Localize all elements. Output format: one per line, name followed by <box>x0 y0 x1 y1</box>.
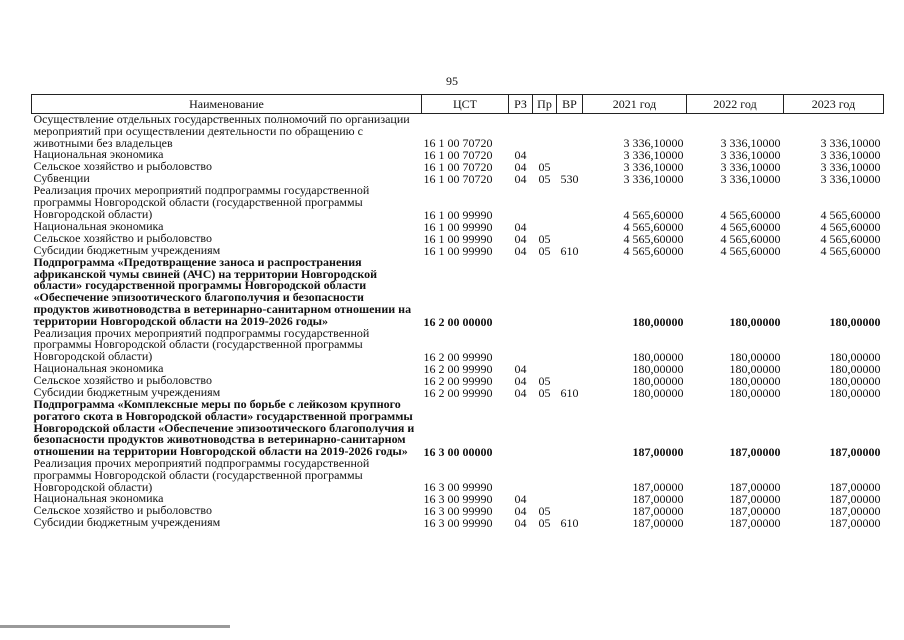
row-vr: 610 <box>560 243 579 258</box>
table-row <box>32 458 884 493</box>
row-rz: 04 <box>514 148 527 163</box>
row-value-2022: 187,00000 <box>729 504 781 519</box>
row-cst: 16 2 00 99990 <box>423 385 493 400</box>
row-vr <box>557 328 583 363</box>
row-value-2021: 3 336,10000 <box>623 160 684 175</box>
row-vr <box>557 185 583 220</box>
row-pr <box>533 185 557 220</box>
row-cst: 16 1 00 99990 <box>423 243 493 258</box>
row-vr <box>557 458 583 493</box>
row-name: Субсидии бюджетным учреждениям <box>33 384 221 399</box>
row-value-2022: 4 565,60000 <box>720 219 781 234</box>
row-rz <box>509 399 533 458</box>
row-value-2022: 3 336,10000 <box>720 136 781 151</box>
row-pr: 05 <box>538 243 551 258</box>
row-name: Реализация прочих мероприятий подпрограммы государственной программы Новгородской области (государственной программы Новгородской области) <box>33 183 370 221</box>
row-value-2023: 187,00000 <box>829 444 881 459</box>
row-cst: 16 1 00 70720 <box>423 160 493 175</box>
row-vr <box>557 233 583 245</box>
row-cst: 16 3 00 99990 <box>423 492 493 507</box>
row-rz: 04 <box>514 160 527 175</box>
row-rz <box>509 185 533 220</box>
row-value-2022: 180,00000 <box>729 361 781 376</box>
row-name: Сельское хозяйство и рыболовство <box>33 230 213 245</box>
row-name: Реализация прочих мероприятий подпрограммы государственной программы Новгородской области (государственной программы Новгородской области) <box>33 455 370 494</box>
row-pr: 05 <box>538 373 551 388</box>
row-name: Подпрограмма «Предотвращение заноса и распространения африканской чумы свиней (АЧС) на территории Новгородской области» государственной программы Новгородской области «Обеспечение эпизоотического благополучия и безопасности продуктов животноводства в ветеринарно-санитарном отношении на территории Новгородской области на 2019-2026 годы» <box>33 254 412 328</box>
header-pr: Пр <box>533 95 557 114</box>
row-vr: 530 <box>560 172 579 187</box>
header-2023: 2023 год <box>784 95 884 114</box>
row-vr <box>557 399 583 458</box>
row-rz: 04 <box>514 492 527 507</box>
row-rz: 04 <box>514 504 527 519</box>
table-row <box>32 114 884 150</box>
row-value-2022: 187,00000 <box>729 480 781 495</box>
row-rz: 04 <box>514 231 527 246</box>
row-cst: 16 2 00 99990 <box>423 373 493 388</box>
row-vr <box>557 493 583 505</box>
row-value-2023: 187,00000 <box>829 492 881 507</box>
row-value-2023: 180,00000 <box>829 373 881 388</box>
row-cst: 16 1 00 99990 <box>423 207 493 222</box>
row-value-2023: 3 336,10000 <box>820 136 881 151</box>
row-value-2022: 180,00000 <box>729 314 781 329</box>
row-pr <box>533 221 557 233</box>
row-cst: 16 1 00 70720 <box>423 172 493 187</box>
scan-edge-bar <box>0 625 230 628</box>
row-pr: 05 <box>538 172 551 187</box>
row-pr: 05 <box>538 231 551 246</box>
table-body <box>32 114 884 530</box>
row-rz: 04 <box>514 172 527 187</box>
row-vr <box>557 221 583 233</box>
row-cst: 16 3 00 99990 <box>423 480 493 495</box>
row-cst: 16 2 00 99990 <box>423 349 493 364</box>
row-value-2022: 4 565,60000 <box>720 207 781 222</box>
row-value-2023: 4 565,60000 <box>820 207 881 222</box>
row-value-2021: 4 565,60000 <box>623 243 684 258</box>
row-value-2021: 180,00000 <box>632 385 684 400</box>
row-rz <box>509 328 533 363</box>
row-cst: 16 2 00 00000 <box>423 314 493 329</box>
row-rz <box>509 114 533 150</box>
row-cst: 16 1 00 99990 <box>423 219 493 234</box>
row-value-2022: 4 565,60000 <box>720 243 781 258</box>
row-value-2023: 3 336,10000 <box>820 148 881 163</box>
row-value-2023: 187,00000 <box>829 504 881 519</box>
row-value-2021: 3 336,10000 <box>623 148 684 163</box>
row-name: Осуществление отдельных государственных полномочий по организации мероприятий при осуществлении деятельности по обращению с животными без владельцев <box>33 112 410 150</box>
row-name: Национальная экономика <box>33 147 164 162</box>
row-vr <box>557 257 583 328</box>
row-pr <box>533 458 557 493</box>
row-cst: 16 3 00 00000 <box>423 444 493 459</box>
row-value-2021: 180,00000 <box>632 373 684 388</box>
row-value-2022: 187,00000 <box>729 516 781 531</box>
row-pr <box>533 114 557 150</box>
row-rz: 04 <box>514 516 527 531</box>
row-value-2022: 180,00000 <box>729 385 781 400</box>
row-name: Подпрограмма «Комплексные меры по борьбе с лейкозом крупного рогатого скота в Новгородской области» государственной программы Новгородской области «Обеспечение эпизоотического благополучия и безопасности продуктов животноводства в ветеринарно-санитарном отношении на территории Новгородской области на 2019-2026 годы» <box>33 396 415 459</box>
row-pr: 05 <box>538 385 551 400</box>
row-value-2021: 4 565,60000 <box>623 219 684 234</box>
row-name: Субсидии бюджетным учреждениям <box>33 515 221 530</box>
row-value-2022: 180,00000 <box>729 349 781 364</box>
row-value-2023: 187,00000 <box>829 480 881 495</box>
header-2022: 2022 год <box>687 95 784 114</box>
row-name: Субвенции <box>33 171 90 186</box>
row-value-2023: 4 565,60000 <box>820 219 881 234</box>
row-value-2023: 4 565,60000 <box>820 231 881 246</box>
table-header-row <box>32 95 884 114</box>
row-cst: 16 3 00 99990 <box>423 516 493 531</box>
row-rz: 04 <box>514 243 527 258</box>
row-rz <box>509 458 533 493</box>
header-name: Наименование <box>32 95 422 114</box>
row-value-2022: 3 336,10000 <box>720 172 781 187</box>
budget-table <box>31 94 884 529</box>
row-pr <box>533 399 557 458</box>
row-cst: 16 1 00 70720 <box>423 136 493 151</box>
row-name: Сельское хозяйство и рыболовство <box>33 159 213 174</box>
row-value-2023: 4 565,60000 <box>820 243 881 258</box>
row-value-2023: 187,00000 <box>829 516 881 531</box>
row-name: Сельское хозяйство и рыболовство <box>33 503 213 518</box>
row-value-2023: 3 336,10000 <box>820 160 881 175</box>
row-value-2022: 187,00000 <box>729 492 781 507</box>
header-2021: 2021 год <box>583 95 687 114</box>
row-rz: 04 <box>514 385 527 400</box>
table-row <box>32 257 884 328</box>
row-value-2021: 187,00000 <box>632 516 684 531</box>
row-vr: 610 <box>560 516 579 531</box>
row-value-2021: 180,00000 <box>632 349 684 364</box>
row-vr <box>557 363 583 375</box>
row-value-2021: 187,00000 <box>632 504 684 519</box>
row-value-2021: 4 565,60000 <box>623 207 684 222</box>
row-pr: 05 <box>538 516 551 531</box>
row-pr: 05 <box>538 160 551 175</box>
row-value-2021: 187,00000 <box>632 492 684 507</box>
row-value-2021: 187,00000 <box>632 480 684 495</box>
table-row <box>32 328 884 363</box>
row-value-2021: 187,00000 <box>632 444 684 459</box>
row-rz: 04 <box>514 361 527 376</box>
row-value-2023: 3 336,10000 <box>820 172 881 187</box>
header-rz: РЗ <box>509 95 533 114</box>
row-vr: 610 <box>560 385 579 400</box>
row-name: Национальная экономика <box>33 360 164 375</box>
row-rz: 04 <box>514 373 527 388</box>
row-vr <box>557 149 583 161</box>
row-value-2021: 180,00000 <box>632 361 684 376</box>
row-cst: 16 1 00 70720 <box>423 148 493 163</box>
row-pr: 05 <box>538 504 551 519</box>
row-name: Национальная экономика <box>33 491 164 506</box>
row-pr <box>533 257 557 328</box>
row-value-2023: 180,00000 <box>829 349 881 364</box>
row-name: Субсидии бюджетным учреждениям <box>33 242 221 257</box>
row-rz: 04 <box>514 219 527 234</box>
row-value-2023: 180,00000 <box>829 314 881 329</box>
row-rz <box>509 257 533 328</box>
row-pr <box>533 328 557 363</box>
header-cst: ЦСТ <box>422 95 509 114</box>
row-value-2021: 3 336,10000 <box>623 136 684 151</box>
table-row <box>32 399 884 458</box>
row-name: Реализация прочих мероприятий подпрограммы государственной программы Новгородской области (государственной программы Новгородской области) <box>33 325 370 364</box>
row-value-2021: 180,00000 <box>632 314 684 329</box>
row-value-2023: 180,00000 <box>829 385 881 400</box>
row-name: Сельское хозяйство и рыболовство <box>33 372 213 387</box>
row-value-2022: 3 336,10000 <box>720 160 781 175</box>
row-value-2021: 4 565,60000 <box>623 231 684 246</box>
header-vr: ВР <box>557 95 583 114</box>
row-cst: 16 1 00 99990 <box>423 231 493 246</box>
row-value-2021: 3 336,10000 <box>623 172 684 187</box>
row-name: Национальная экономика <box>33 218 164 233</box>
table-row <box>32 517 884 529</box>
row-value-2023: 180,00000 <box>829 361 881 376</box>
page-number: 95 <box>446 74 458 88</box>
row-cst: 16 2 00 99990 <box>423 361 493 376</box>
row-value-2022: 3 336,10000 <box>720 148 781 163</box>
row-value-2022: 4 565,60000 <box>720 231 781 246</box>
row-cst: 16 3 00 99990 <box>423 504 493 519</box>
row-value-2022: 187,00000 <box>729 444 781 459</box>
row-value-2022: 180,00000 <box>729 373 781 388</box>
table-row <box>32 185 884 220</box>
row-vr <box>557 114 583 150</box>
